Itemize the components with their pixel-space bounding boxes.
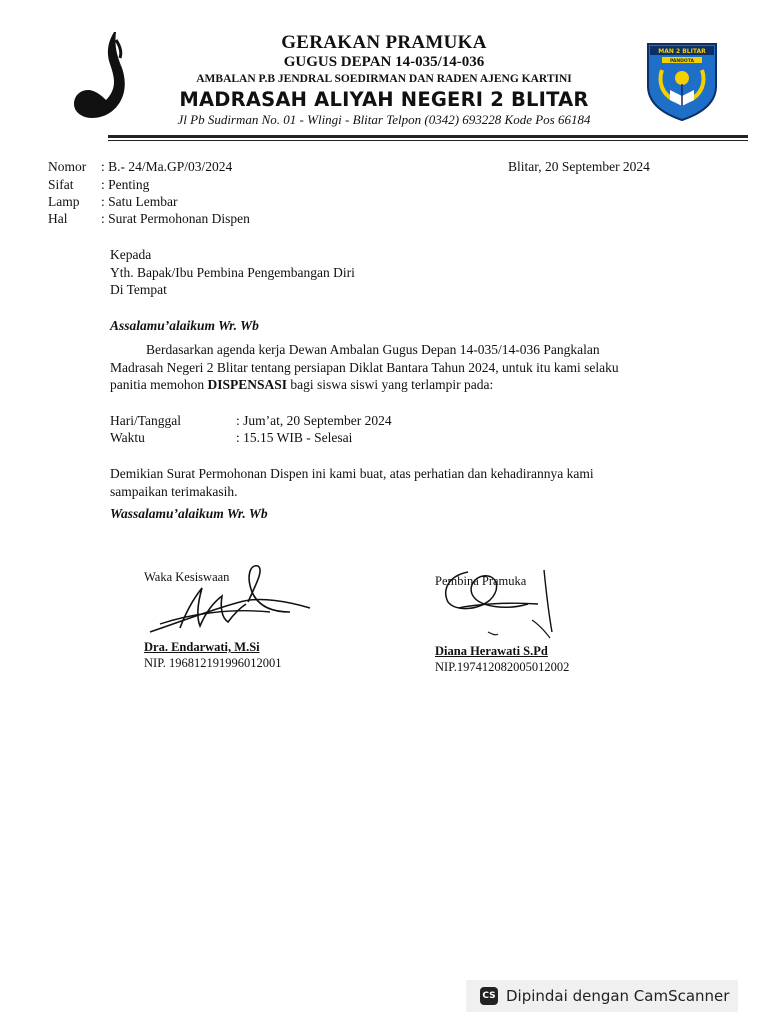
- header-divider-thick: [108, 135, 748, 138]
- farewell: Wassalamu’alaikum Wr. Wb: [110, 506, 268, 521]
- recipient-line2: Yth. Bapak/Ibu Pembina Pengembangan Diri: [110, 265, 355, 280]
- header-divider-thin: [108, 140, 748, 141]
- left-signer-nip: NIP. 196812191996012001: [144, 656, 282, 670]
- sifat-value: : Penting: [101, 177, 150, 192]
- right-signer-name: Diana Herawati S.Pd: [435, 644, 548, 658]
- ambalan-title: AMBALAN P.B JENDRAL SOEDIRMAN DAN RADEN AJENG KARTINI: [196, 73, 572, 85]
- recipient-line3: Di Tempat: [110, 282, 167, 297]
- closing-line2: sampaikan terimakasih.: [110, 484, 238, 499]
- left-signature-icon: [140, 562, 320, 642]
- para1-line3-a: panitia memohon: [110, 377, 208, 392]
- school-title: MADRASAH ALIYAH NEGERI 2 BLITAR: [179, 88, 589, 111]
- camscanner-icon: CS: [480, 987, 498, 1005]
- left-signer-name: Dra. Endarwati, M.Si: [144, 640, 260, 654]
- lamp-label: Lamp: [48, 194, 80, 209]
- closing-line1: Demikian Surat Permohonan Dispen ini kami buat, atas perhatian dan kehadirannya kami: [110, 466, 594, 481]
- right-signer-nip: NIP.197412082005012002: [435, 660, 570, 674]
- camscanner-watermark: [466, 980, 738, 1012]
- hari-label: Hari/Tanggal: [110, 413, 182, 428]
- nomor-value: : B.- 24/Ma.GP/03/2024: [101, 159, 233, 174]
- hal-value: : Surat Permohonan Dispen: [101, 211, 250, 226]
- sifat-label: Sifat: [48, 177, 74, 192]
- nomor-label: Nomor: [48, 159, 87, 174]
- lamp-value: : Satu Lembar: [101, 194, 178, 209]
- greeting: Assalamu’alaikum Wr. Wb: [110, 318, 259, 333]
- org-title: GERAKAN PRAMUKA: [281, 32, 487, 53]
- waktu-label: Waktu: [110, 430, 145, 445]
- para1-line2: Madrasah Negeri 2 Blitar tentang persiapan Diklat Bantara Tahun 2024, untuk itu kami selaku: [110, 360, 619, 375]
- para1-line3-b: bagi siswa siswi yang terlampir pada:: [287, 377, 494, 392]
- waktu-value: : 15.15 WIB - Selesai: [236, 430, 353, 445]
- para1-line1: Berdasarkan agenda kerja Dewan Ambalan Gugus Depan 14-035/14-036 Pangkalan: [146, 342, 600, 357]
- gugus-title: GUGUS DEPAN 14-035/14-036: [283, 54, 485, 70]
- hal-label: Hal: [48, 211, 68, 226]
- dispensasi-keyword: DISPENSASI: [207, 377, 288, 392]
- left-signer-role: Waka Kesiswaan: [144, 570, 230, 584]
- hari-value: : Jum’at, 20 September 2024: [236, 413, 392, 428]
- recipient-line1: Kepada: [110, 247, 152, 262]
- emblem-top-text: MAN 2 BLITAR: [658, 48, 706, 55]
- camscanner-text: Dipindai dengan CamScanner: [506, 987, 730, 1005]
- right-signer-role: Pembina Pramuka: [435, 574, 527, 588]
- letter-date: Blitar, 20 September 2024: [508, 159, 650, 174]
- para1-line3: [110, 376, 493, 394]
- school-address: Jl Pb Sudirman No. 01 - Wlingi - Blitar Telpon (0342) 693228 Kode Pos 66184: [177, 112, 591, 127]
- emblem-band-text: PANDOTA: [670, 59, 694, 64]
